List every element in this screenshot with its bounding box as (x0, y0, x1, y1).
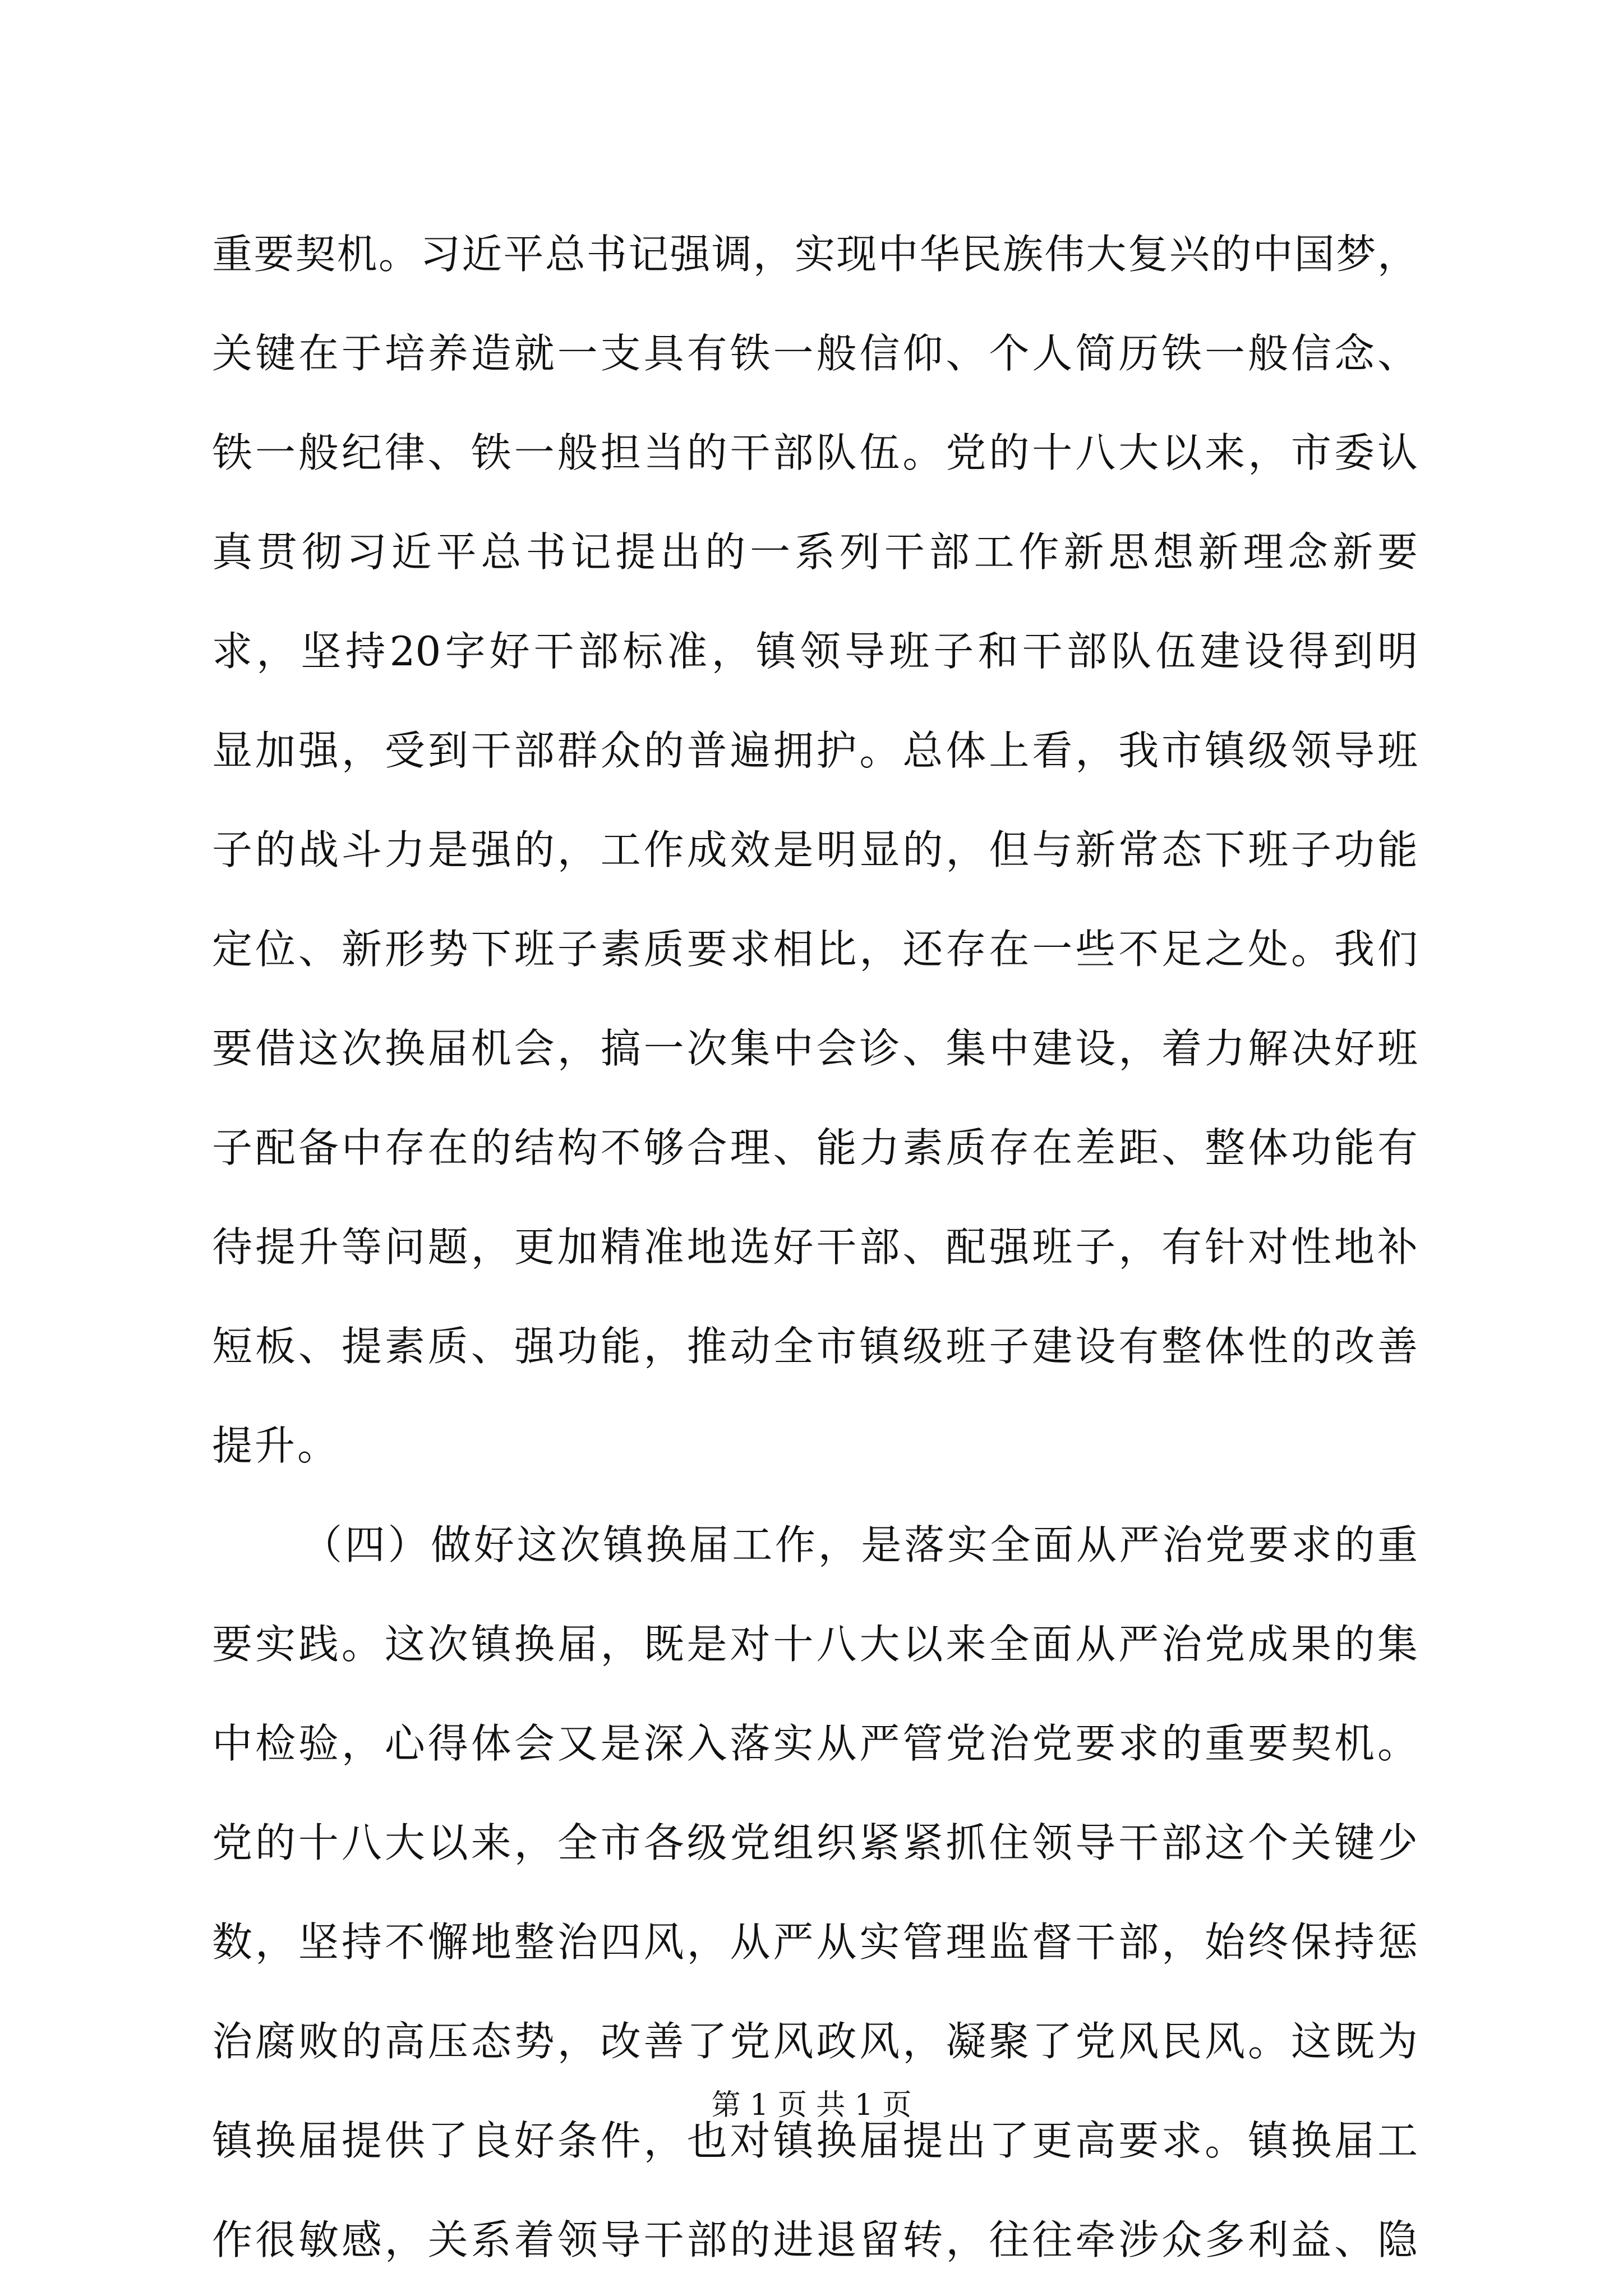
text-line: 真贯彻习近平总书记提出的一系列干部工作新思想新理念新要 (212, 528, 1418, 576)
text-line-paragraph-start: （四）做好这次镇换届工作，是落实全面从严治党要求的重 (302, 1521, 1418, 1568)
text-line: 作很敏感，关系着领导干部的进退留转，往往牵涉众多利益、隐 (212, 2216, 1418, 2263)
text-line: 子配备中存在的结构不够合理、能力素质存在差距、整体功能有 (212, 1124, 1418, 1171)
text-line: 镇换届提供了良好条件，也对镇换届提出了更高要求。镇换届工 (212, 2117, 1418, 2164)
text-line: 铁一般纪律、铁一般担当的干部队伍。党的十八大以来，市委认 (212, 429, 1418, 476)
page-number-footer: 第 1 页 共 1 页 (711, 2088, 912, 2122)
text-line: 子的战斗力是强的，工作成效是明显的，但与新常态下班子功能 (212, 826, 1418, 873)
text-line-paragraph-end: 提升。 (212, 1422, 340, 1469)
text-line: 要实践。这次镇换届，既是对十八大以来全面从严治党成果的集 (212, 1621, 1418, 1668)
text-line: 显加强，受到干部群众的普遍拥护。总体上看，我市镇级领导班 (212, 727, 1418, 774)
body-text (212, 205, 1418, 2290)
text-line: 党的十八大以来，全市各级党组织紧紧抓住领导干部这个关键少 (212, 1819, 1418, 1866)
text-line: 中检验，心得体会又是深入落实从严管党治党要求的重要契机。 (212, 1720, 1418, 1767)
text-line: 关键在于培养造就一支具有铁一般信仰、个人简历铁一般信念、 (212, 330, 1418, 377)
text-line: 数，坚持不懈地整治四风，从严从实管理监督干部，始终保持惩 (212, 1918, 1418, 1966)
text-line: 治腐败的高压态势，改善了党风政风，凝聚了党风民风。这既为 (212, 2018, 1418, 2065)
text-line: 求，坚持20字好干部标准，镇领导班子和干部队伍建设得到明 (212, 628, 1418, 675)
text-line: 短板、提素质、强功能，推动全市镇级班子建设有整体性的改善 (212, 1323, 1418, 1370)
text-line: 要借这次换届机会，搞一次集中会诊、集中建设，着力解决好班 (212, 1025, 1418, 1072)
text-line: 定位、新形势下班子素质要求相比，还存在一些不足之处。我们 (212, 926, 1418, 973)
text-line: 待提升等问题，更加精准地选好干部、配强班子，有针对性地补 (212, 1223, 1418, 1271)
text-line: 重要契机。习近平总书记强调，实现中华民族伟大复兴的中国梦， (212, 231, 1418, 278)
